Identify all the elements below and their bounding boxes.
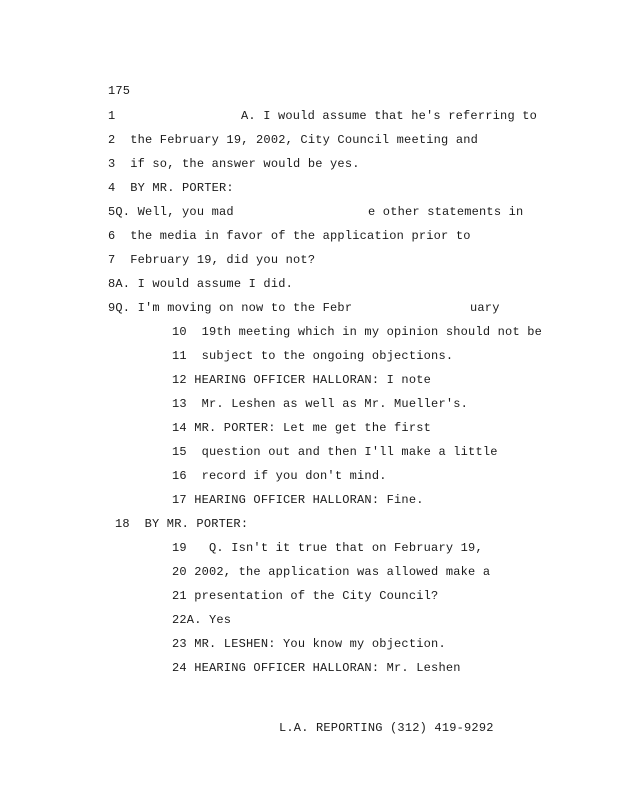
- line-23: 23 MR. LESHEN: You know my objection.: [172, 637, 446, 651]
- line-13: 13 Mr. Leshen as well as Mr. Mueller's.: [172, 397, 469, 411]
- line-5: 5Q. Well, you mad: [108, 205, 234, 219]
- line-4: 4 BY MR. PORTER:: [108, 181, 234, 195]
- line-14: 14 MR. PORTER: Let me get the first: [172, 421, 432, 435]
- line-6: 6 the media in favor of the application prior to: [108, 229, 471, 243]
- line-7: 7 February 19, did you not?: [108, 253, 316, 267]
- line-5-cont: e other statements in: [368, 205, 524, 219]
- line-1-cont: A. I would assume that he's referring to: [241, 109, 538, 123]
- page-number: 175: [108, 84, 131, 98]
- line-16: 16 record if you don't mind.: [172, 469, 387, 483]
- line-10: 10 19th meeting which in my opinion should not be: [172, 325, 543, 339]
- line-24: 24 HEARING OFFICER HALLORAN: Mr. Leshen: [172, 661, 461, 675]
- line-2: 2 the February 19, 2002, City Council meeting and: [108, 133, 479, 147]
- line-3: 3 if so, the answer would be yes.: [108, 157, 360, 171]
- line-19: 19 Q. Isn't it true that on February 19,: [172, 541, 483, 555]
- line-9: 9Q. I'm moving on now to the Febr: [108, 301, 353, 315]
- line-17: 17 HEARING OFFICER HALLORAN: Fine.: [172, 493, 424, 507]
- line-21: 21 presentation of the City Council?: [172, 589, 439, 603]
- line-11: 11 subject to the ongoing objections.: [172, 349, 454, 363]
- line-20: 20 2002, the application was allowed make a: [172, 565, 491, 579]
- line-1: 1: [108, 109, 116, 123]
- reporter-footer: L.A. REPORTING (312) 419-9292: [279, 721, 494, 735]
- line-9-cont: uary: [470, 301, 500, 315]
- line-15: 15 question out and then I'll make a little: [172, 445, 498, 459]
- line-18: 18 BY MR. PORTER:: [115, 517, 249, 531]
- line-22: 22A. Yes: [172, 613, 232, 627]
- line-8: 8A. I would assume I did.: [108, 277, 294, 291]
- line-12: 12 HEARING OFFICER HALLORAN: I note: [172, 373, 432, 387]
